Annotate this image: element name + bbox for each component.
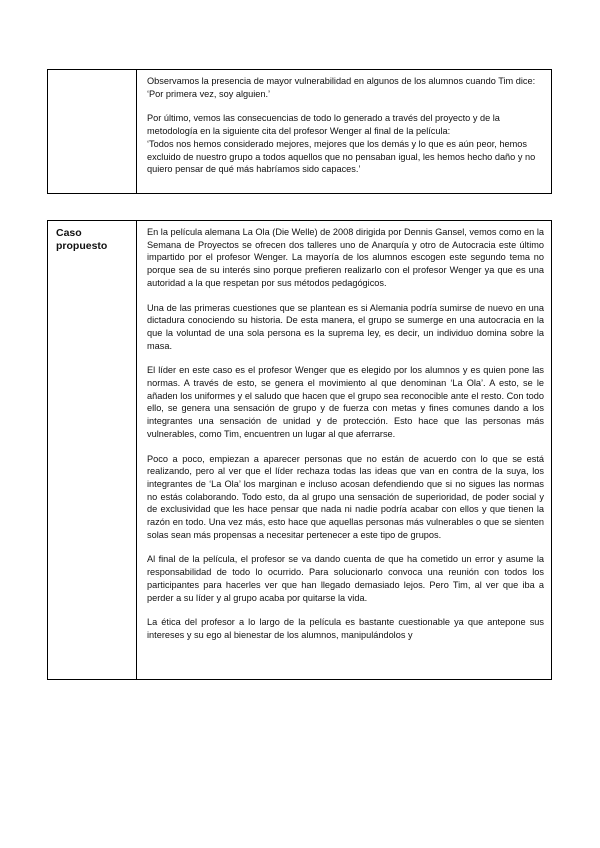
content-cell: [137, 70, 551, 193]
paragraph: Por último, vemos las consecuencias de todo lo generado a través del proyecto y de la metodología en la siguiente cita del profesor Wenger al final de la película:: [147, 113, 500, 137]
paragraph: Observamos la presencia de mayor vulnerabilidad en algunos de los alumnos cuando Tim dice:: [147, 76, 536, 86]
content-cell: [137, 221, 551, 679]
paragraph-6: La ética del profesor a lo largo de la película es bastante cuestionable ya que antepone sus intereses y su ego al bienestar de los alumnos, manipulándolos y: [147, 617, 544, 640]
table-continuation: [47, 69, 552, 194]
paragraph-3: El líder en este caso es el profesor Wenger que es elegido por los alumnos y es quien pone las normas. A través de esto, se genera el movimiento al que denominan ‘La Ola’. A esto, se le añaden los uniformes y el saludo que hacen que el grupo sea reconocible ante el resto. Con todo ello, se genera una sensación de grupo y de fuerza con metas y fines comunes dando a los integrantes una sensación de unidad y de protección. Esto hace que las personas más vulnerables, como Tim, encuentren un lugar al que aferrarse.: [147, 365, 544, 439]
quote-wenger: ‘Todos nos hemos considerado mejores, mejores que los demás y lo que es aún peor, hemos excluido de nuestro grupo a todos aquellos que no pensaban igual, les hemos hecho daño y no quiero pensar de qué más habríamos sido capaces.’: [147, 138, 536, 175]
paragraph-5: Al final de la película, el profesor se va dando cuenta de que ha cometido un error y asume la responsabilidad de todo lo ocurrido. Para solucionarlo convoca una reunión con todos los participantes para hacerles ver que han llegado demasiado lejos. Pero Tim, al ver que iba a perder a su líder y al grupo acaba por quitarse la vida.: [147, 554, 544, 603]
label-cell: [48, 221, 137, 679]
paragraph-2: Una de las primeras cuestiones que se plantean es si Alemania podría sumirse de nuevo en una dictadura conociendo su historia. De esta manera, el grupo se sumerge en una autocracia en la que la voluntad de una sola persona es la suprema ley, es decir, un individuo domina sobre la masa.: [147, 302, 544, 351]
label-line-2: propuesto: [56, 240, 108, 252]
table-caso-propuesto: [47, 220, 552, 680]
label-line-1: Caso: [56, 227, 82, 239]
label-cell-empty: [48, 70, 137, 193]
quote-tim: ‘Por primera vez, soy alguien.’: [147, 88, 271, 99]
paragraph-1: En la película alemana La Ola (Die Welle) de 2008 dirigida por Dennis Gansel, vemos como en la Semana de Proyectos se ofrecen dos talleres uno de Anarquía y otro de Autocracia este último impartido por el profesor Wenger. La mayoría de los alumnos escogen este segundo tema no porque sea de su interés sino porque prefieren realizarlo con el profesor Wenger ya que es una autoridad a la que respetan por sus métodos pedagógicos.: [147, 227, 544, 288]
paragraph-4: Poco a poco, empiezan a aparecer personas que no están de acuerdo con lo que se está realizando, pero al ver que el líder rechaza todas las ideas que van en contra de la suya, los integrantes de ‘La Ola’ los marginan e incluso acosan defendiendo que si no sigues las normas no estás colaborando. Todo esto, da al grupo una sensación de superioridad, de poder social y de exclusividad que les hace pensar que nada ni nadie podría acabar con ellos y que tienen la razón en todo. Una vez más, esto hace que aquellas personas más vulnerables o que se sienten solas sean más propensas a necesitar pertenecer a este tipo de grupos.: [147, 453, 544, 540]
